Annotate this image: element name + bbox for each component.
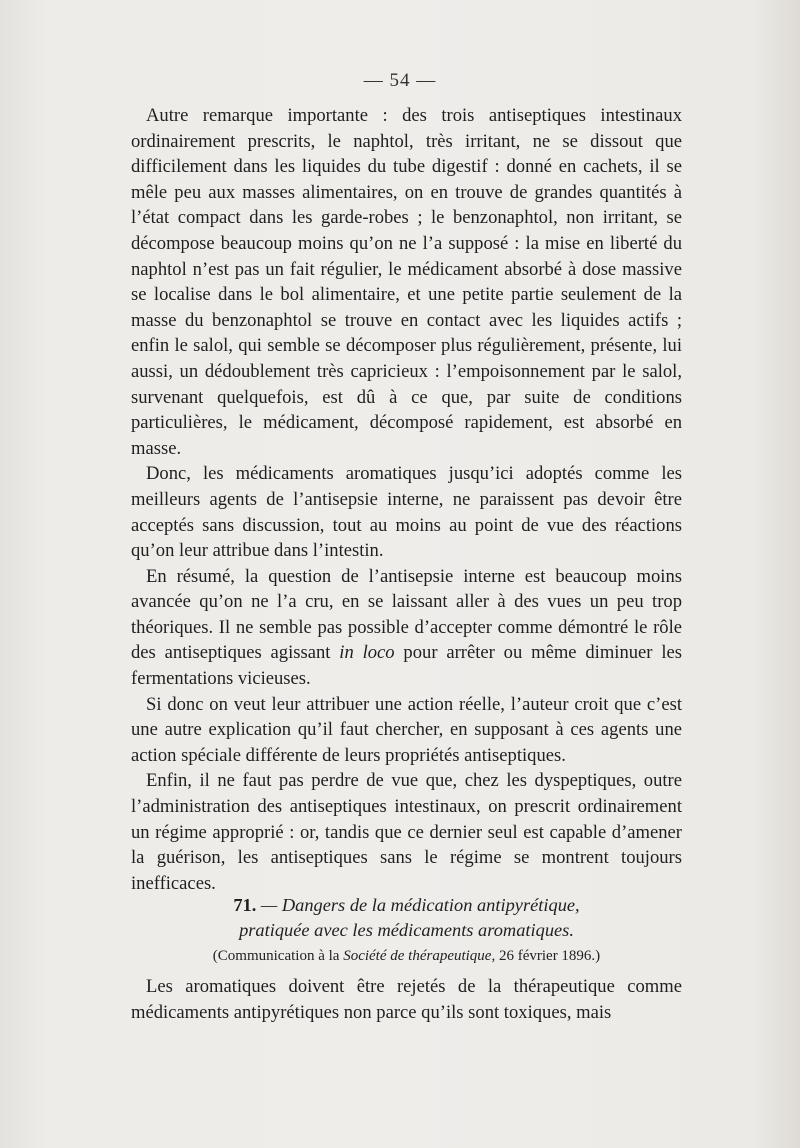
section-title-line-1 [131,893,682,918]
paragraph-5: Enfin, il ne faut pas perdre de vue que, chez les dyspeptiques, outre l’administration des antiseptiques intestinaux, on prescrit ordinairement un régime approprié : or, tandis que ce dernier seul est capable d’amener la guérison, les antiseptiques sans le régime se montrent toujours inefficaces. [131,770,682,894]
closing-paragraph: Les aromatiques doivent être rejetés de la thérapeutique comme médicaments antipyrétiques non parce qu’ils sont toxiques, mais [131,976,682,1023]
citation-prefix: (Communication à la [212,948,344,964]
page-number: — 54 — [363,70,437,91]
citation-journal: Société de thérapeutique [343,948,492,964]
section-number: 71. [233,895,257,915]
paragraph-3-after: pour arrêter ou même diminuer les fermentations vicieuses. [131,642,682,690]
paragraph-1: Autre remarque importante : des trois antiseptiques intestinaux ordinairement prescrits, le naphtol, très irritant, ne se dissout que difficilement dans les liquides du tube digestif : donné en cachets, il se mêle peu aux masses alimentaires, on en trouve de grandes quantités à l’état compact dans les garde-robes ; le benzonaphtol, non irritant, se décompose beaucoup moins qu’on ne l’a supposé : la mise en liberté du naphtol n’est pas un fait régulier, le médicament absorbé à dose massive se localise dans le bol alimentaire, et une petite partie seulement de la masse du benzonaphtol se trouve en contact avec les liquides actifs ; enfin le salol, qui semble se décomposer plus régulièrement, présente, lui aussi, un dédoublement très capricieux : l’empoisonnement par le salol, survenant quelquefois, est dû à ce que, par suite de conditions particulières, le médicament, décomposé rapidement, est absorbé en masse. [131,105,682,459]
section-heading [131,893,682,966]
paragraph-4: Si donc on veut leur attribuer une action réelle, l’auteur croit que c’est une autre explication qu’il faut chercher, en supposant à ces agents une action spéciale différente de leurs propriétés antiseptiques. [131,693,682,766]
closing-text [131,974,682,1025]
body-text [131,103,682,896]
section-citation [131,946,682,966]
section-title-line-2: pratiquée avec les médicaments aromatiques. [239,920,574,940]
paragraph-3 [131,564,682,692]
paragraph-3-before: En résumé, la question de l’antisepsie interne est beaucoup moins avancée qu’on ne l’a cru, en se laissant aller à des vues un peu trop théoriques. Il ne semble pas possible d’accepter comme démontré le rôle des antiseptiques agissant [131,565,682,664]
citation-suffix: , 26 février 1896.) [491,948,601,964]
section-title-part-1: — Dangers de la médication antipyrétique, [256,895,580,915]
paragraph-3-emphasis: in loco [339,642,395,664]
paragraph-2: Donc, les médicaments aromatiques jusqu’ici adoptés comme les meilleurs agents de l’antisepsie interne, ne paraissent pas devoir être acceptés sans discussion, tout au moins au point de vue des réactions qu’on leur attribue dans l’intestin. [131,463,682,562]
